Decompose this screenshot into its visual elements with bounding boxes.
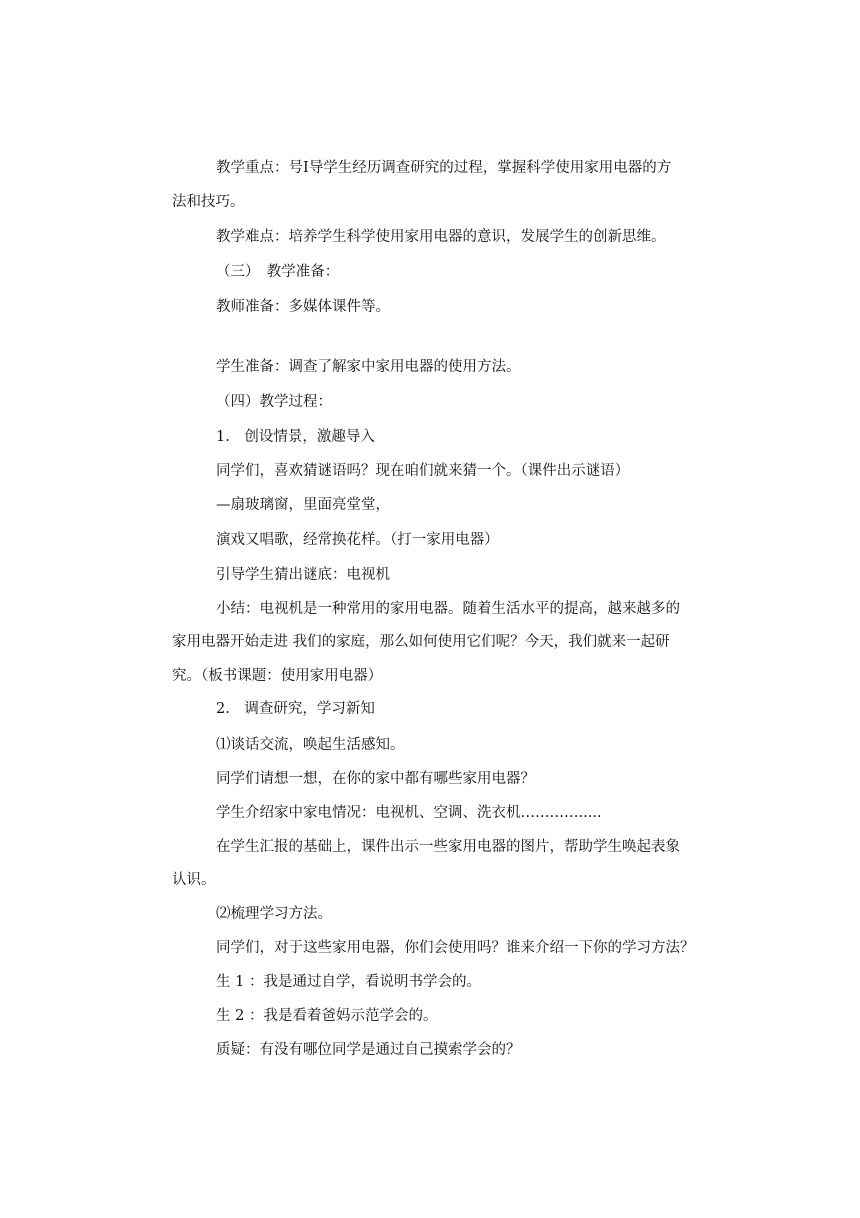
text-line: 1. 创设情景，激趣导入 <box>216 429 375 445</box>
text-line: ⑴谈话交流，唤起生活感知。 <box>216 737 405 753</box>
text-line: 生 1 ：我是通过自学，看说明书学会的。 <box>216 974 481 990</box>
text-line: 家用电器开始走进 我们的家庭，那么如何使用它们呢？今天，我们就来一起研 <box>172 634 670 650</box>
text-line: 演戏又唱歌，经常换花样。（打一家用电器） <box>216 532 499 548</box>
text-line: （三） 教学准备： <box>216 264 340 280</box>
text-line: 教学难点：培养学生科学使用家用电器的意识，发展学生的创新思维。 <box>216 229 666 245</box>
text-line: 教学重点：号Ⅰ导学生经历调查研究的过程，掌握科学使用家用电器的方 <box>216 160 672 176</box>
text-line: 2. 调查研究，学习新知 <box>216 701 375 717</box>
text-line: 同学们，对于这些家用电器，你们会使用吗？谁来介绍一下你的学习方法？ <box>216 940 695 956</box>
text-line: 在学生汇报的基础上，课件出示一些家用电器的图片，帮助学生唤起表象 <box>216 839 680 855</box>
text-line: 生 2 ：我是看着爸妈示范学会的。 <box>216 1008 438 1024</box>
text-line: 同学们，喜欢猜谜语吗？现在咱们就来猜一个。（课件出示谜语） <box>216 463 630 479</box>
text-line: 教师准备：多媒体课件等。 <box>216 299 390 315</box>
text-line: 质疑：有没有哪位同学是通过自己摸索学会的？ <box>216 1042 521 1058</box>
text-line: 引导学生猜出谜底：电视机 <box>216 567 390 583</box>
text-line: （四）教学过程： <box>216 394 332 410</box>
text-line: 学生准备：调查了解家中家用电器的使用方法。 <box>216 359 521 375</box>
text-line: 法和技巧。 <box>172 194 245 210</box>
text-line: 同学们请想一想，在你的家中都有哪些家用电器？ <box>216 771 535 787</box>
text-line: ⑵梳理学习方法。 <box>216 906 332 922</box>
text-line: 认识。 <box>172 872 216 888</box>
text-line: 学生介绍家中家电情况：电视机、空调、洗衣机…………..... <box>216 805 602 821</box>
text-line: 究。（板书课题：使用家用电器） <box>172 668 383 684</box>
text-line: —扇玻璃窗，里面亮堂堂， <box>216 497 390 513</box>
text-line: 小结：电视机是一种常用的家用电器。随着生活水平的提高，越来越多的 <box>216 601 680 617</box>
